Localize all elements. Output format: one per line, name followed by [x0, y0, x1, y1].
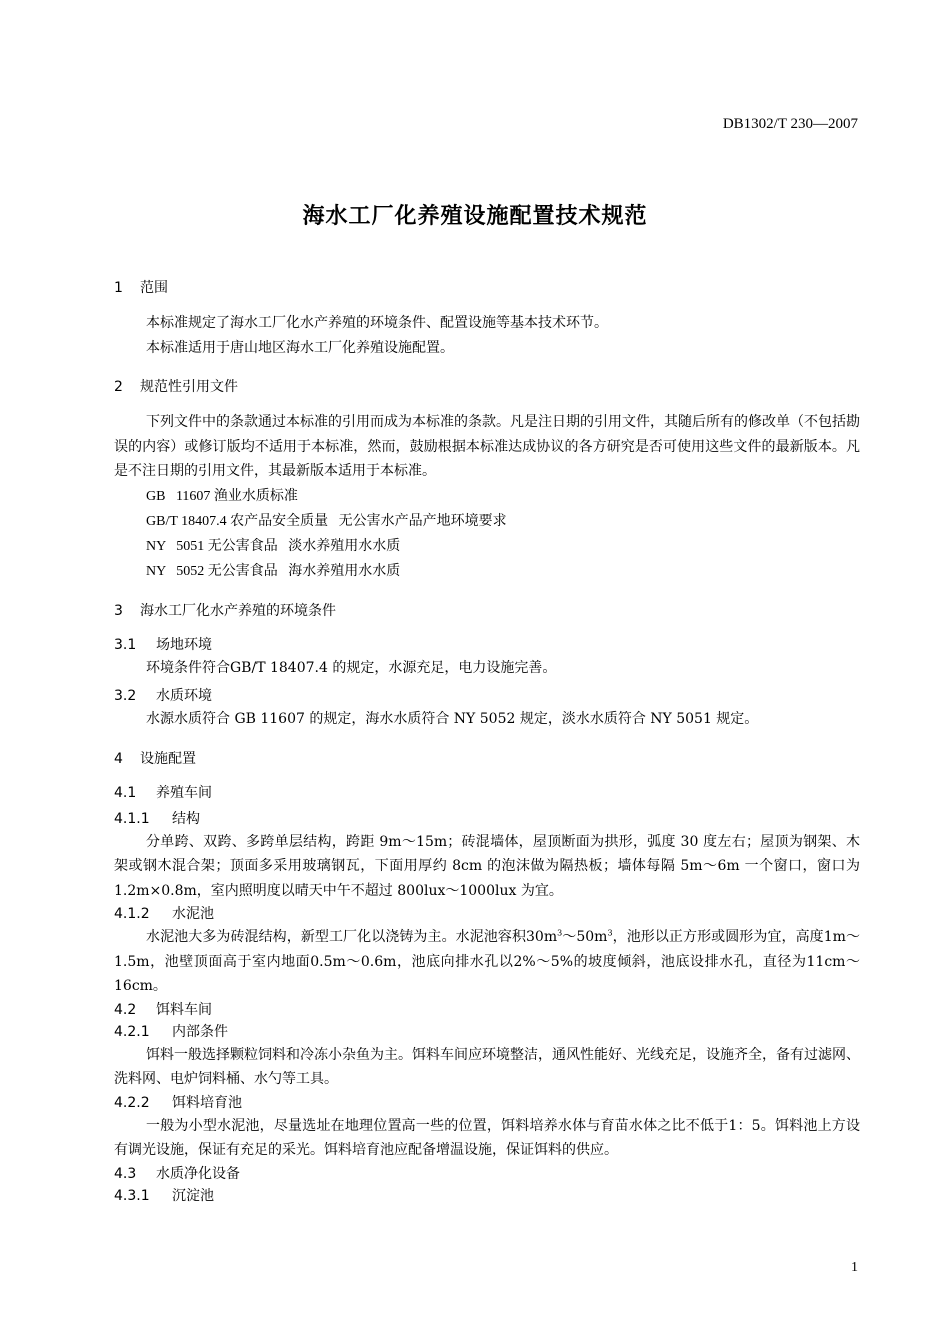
subsection-4-1-heading: [114, 782, 860, 804]
paragraph: 分单跨、双跨、多跨单层结构，跨距 9m～15m；砖混墙体，屋顶断面为拱形，弧度 30 度左右；屋顶为钢架、木架或钢木混合架；顶面多采用玻璃钢瓦，下面用厚约 8cm 的泡沫做为隔热板；墙体每隔 5m～6m 一个窗口，窗口为 1.2m×0.8m，室内照明度以晴天中午不超过 800lux～1000lux 为宜。: [114, 833, 860, 899]
section-number: 4.3: [114, 1165, 137, 1182]
subsection-4-2-heading: [114, 999, 860, 1021]
reference-item: NY 5052 无公害食品 海水养殖用水水质: [146, 563, 401, 579]
section-title: 设施配置: [140, 750, 196, 767]
reference-item: NY 5051 无公害食品 淡水养殖用水水质: [146, 538, 401, 554]
section-2-heading: [114, 376, 860, 398]
subsection-4-1-2-heading: [114, 903, 860, 925]
section-title: 水质环境: [156, 687, 212, 704]
section-title: 沉淀池: [172, 1187, 214, 1204]
text-run: 水泥池大多为砖混结构，新型工厂化以浇铸为主。水泥池容积30m: [146, 929, 558, 945]
section-title: 结构: [172, 810, 200, 827]
subsection-4-2-2-heading: [114, 1092, 860, 1114]
reference-item: GB 11607 渔业水质标准: [146, 488, 298, 504]
text-run: ，池形以正方形或圆形为宜，高度1m～1.5m，池壁顶面高于室内地面0.5m～0.6m，池底向排水孔以2%～5%的坡度倾斜，池底设排水孔，直径为11cm～16cm。: [114, 929, 860, 994]
standard-code: DB1302/T 230—2007: [722, 116, 858, 132]
section-number: 4.1.2: [114, 906, 150, 922]
section-number: 3: [114, 602, 123, 619]
section-title: 饵料车间: [156, 1001, 212, 1018]
subsection-3-1-heading: [114, 634, 860, 656]
section-title: 海水工厂化水产养殖的环境条件: [140, 602, 336, 619]
section-number: 4: [114, 750, 123, 767]
paragraph: 环境条件符合GB/T 18407.4 的规定，水源充足，电力设施完善。: [146, 659, 557, 676]
document-title: 海水工厂化养殖设施配置技术规范: [302, 204, 648, 229]
section-number: 4.3.1: [114, 1187, 150, 1204]
section-title: 场地环境: [156, 636, 212, 653]
subsection-4-3-heading: [114, 1163, 860, 1185]
paragraph: 本标准规定了海水工厂化水产养殖的环境条件、配置设施等基本技术环节。: [146, 315, 608, 331]
reference-item: GB/T 18407.4 农产品安全质量 无公害水产品产地环境要求: [146, 513, 507, 529]
subsection-4-1-1-heading: [114, 808, 860, 830]
document-body: [114, 277, 860, 1207]
section-number: 3.2: [114, 687, 137, 704]
subsection-4-3-1-heading: [114, 1185, 860, 1207]
superscript: 3: [607, 928, 613, 938]
section-title: 内部条件: [172, 1023, 228, 1040]
section-number: 2: [114, 379, 123, 395]
section-number: 4.2.1: [114, 1023, 150, 1040]
section-title: 水泥池: [172, 906, 214, 922]
section-title: 饵料培育池: [172, 1094, 242, 1111]
subsection-3-2-heading: [114, 685, 860, 707]
section-1-heading: [114, 277, 860, 299]
subsection-4-2-1-heading: [114, 1021, 860, 1043]
section-title: 养殖车间: [156, 784, 212, 801]
section-number: 1: [114, 280, 123, 296]
paragraph: 水源水质符合 GB 11607 的规定，海水水质符合 NY 5052 规定，淡水水质符合 NY 5051 规定。: [146, 710, 759, 727]
paragraph: 饵料一般选择颗粒饲料和冷冻小杂鱼为主。饵料车间应环境整洁，通风性能好、光线充足，设施齐全，备有过滤网、洗料网、电炉饲料桶、水勺等工具。: [114, 1046, 860, 1087]
section-number: 4.2: [114, 1001, 137, 1018]
page-number: 1: [851, 1260, 858, 1275]
section-number: 4.1.1: [114, 810, 150, 827]
section-number: 4.1: [114, 784, 137, 801]
paragraph: [114, 925, 860, 999]
section-number: 4.2.2: [114, 1094, 150, 1111]
paragraph: 下列文件中的条款通过本标准的引用而成为本标准的条款。凡是注日期的引用文件，其随后所有的修改单（不包括勘误的内容）或修订版均不适用于本标准，然而，鼓励根据本标准达成协议的各方研究是否可使用这些文件的最新版本。凡是不注日期的引用文件，其最新版本适用于本标准。: [114, 414, 860, 479]
section-3-heading: [114, 600, 860, 622]
text-run: ～50m: [562, 929, 608, 945]
section-number: 3.1: [114, 636, 137, 653]
superscript: 3: [557, 928, 563, 938]
section-title: 水质净化设备: [156, 1165, 240, 1182]
section-4-heading: [114, 748, 860, 770]
section-title: 范围: [140, 280, 168, 296]
section-title: 规范性引用文件: [140, 379, 238, 395]
paragraph: 本标准适用于唐山地区海水工厂化养殖设施配置。: [146, 339, 454, 356]
paragraph: 一般为小型水泥池，尽量选址在地理位置高一些的位置，饵料培养水体与育苗水体之比不低于1：5。饵料池上方设有调光设施，保证有充足的采光。饵料培育池应配备增温设施，保证饵料的供应。: [114, 1117, 860, 1158]
